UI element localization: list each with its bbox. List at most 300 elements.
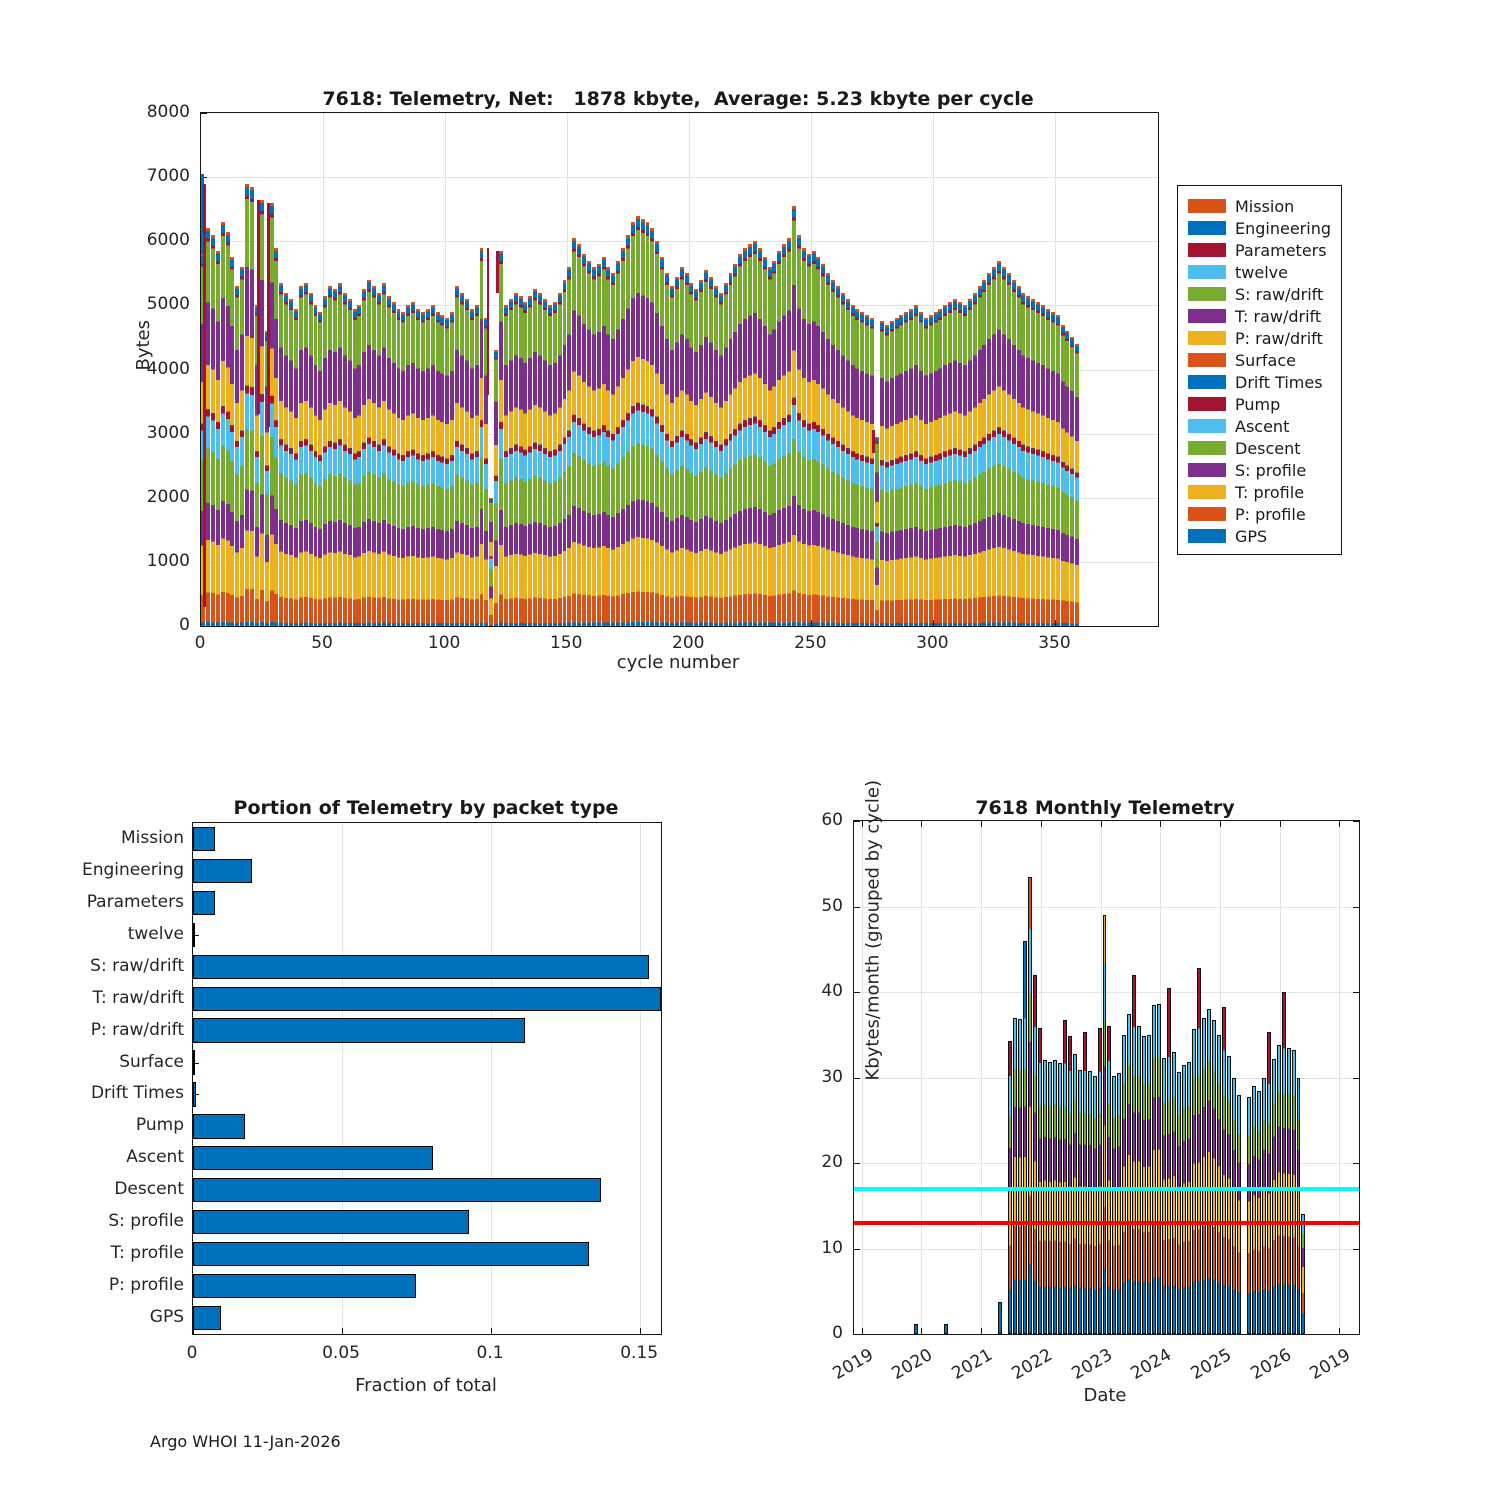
tick: [1101, 821, 1102, 827]
ytick-label: 3000: [146, 422, 190, 443]
xtick-label: 0.15: [620, 1343, 659, 1363]
xtick-label: 2019: [829, 1345, 877, 1384]
ytick-label: 0: [832, 1323, 843, 1343]
tick: [921, 1328, 922, 1334]
monthly-stacked-bar: [1058, 1063, 1062, 1334]
legend-swatch: [1188, 397, 1226, 411]
monthly-stacked-bar: [1093, 1076, 1097, 1334]
stacked-bar: [294, 309, 298, 626]
monthly-stacked-bar: [1063, 1020, 1067, 1334]
stacked-bar: [904, 312, 908, 626]
stacked-bar: [914, 305, 918, 626]
stacked-bar: [704, 270, 708, 626]
monthly-stacked-bar: [1207, 1009, 1211, 1334]
legend-row: [1188, 349, 1331, 371]
legend-row: [1188, 283, 1331, 305]
stacked-bar: [455, 286, 459, 626]
monthly-stacked-bar: [1122, 1035, 1126, 1334]
stacked-bar: [689, 283, 693, 626]
category-label: Mission: [120, 827, 184, 848]
xtick-label: 2024: [1127, 1345, 1176, 1384]
monthly-stacked-bar: [1272, 1059, 1276, 1334]
monthly-stacked-bar: [1247, 1097, 1251, 1334]
stacked-bar: [230, 257, 234, 626]
stacked-bar: [787, 238, 791, 626]
stacked-bar: [733, 264, 737, 626]
stacked-bar: [865, 315, 869, 626]
stacked-bar: [392, 302, 396, 626]
tick: [854, 1078, 860, 1079]
stacked-bar: [382, 283, 386, 626]
stacked-bar: [807, 254, 811, 626]
tick: [342, 1328, 343, 1334]
ytick-label: 1000: [146, 550, 190, 571]
legend-label: Drift Times: [1235, 372, 1323, 392]
portion-chart-xlabel: Fraction of total: [355, 1375, 497, 1396]
tick: [1353, 1078, 1359, 1079]
tick: [981, 1328, 982, 1334]
stacked-bar: [851, 305, 855, 626]
monthly-stacked-bar: [1107, 1026, 1111, 1334]
stacked-bar: [426, 309, 430, 626]
legend-swatch: [1188, 309, 1226, 323]
legend-row: [1188, 371, 1331, 393]
monthly-stacked-bar: [1292, 1050, 1296, 1334]
legend-swatch: [1188, 529, 1226, 543]
tick: [201, 626, 207, 627]
monthly-stacked-bar: [1083, 1032, 1087, 1334]
portion-bar: [193, 1306, 221, 1330]
portion-bar: [193, 1018, 525, 1042]
stacked-bar: [709, 277, 713, 626]
monthly-stacked-bar: [1217, 1035, 1221, 1334]
stacked-bar: [924, 318, 928, 626]
stacked-bar: [685, 273, 689, 626]
stacked-bar: [836, 286, 840, 626]
stacked-bar: [416, 309, 420, 626]
category-label: Descent: [114, 1179, 184, 1200]
stacked-bar: [724, 283, 728, 626]
stacked-bar: [621, 248, 625, 626]
stacked-bar: [797, 235, 801, 626]
stacked-bar: [328, 286, 332, 626]
tick: [921, 821, 922, 827]
stacked-bar: [333, 289, 337, 626]
spike-bar: [257, 200, 260, 415]
monthly-stacked-bar: [1028, 877, 1032, 1334]
ytick-label: 30: [821, 1066, 843, 1087]
monthly-stacked-bar: [1013, 1018, 1017, 1334]
category-label: T: profile: [110, 1243, 184, 1264]
stacked-bar: [440, 315, 444, 626]
stacked-bar: [445, 318, 449, 626]
stacked-bar: [309, 293, 313, 626]
xtick-label: 2020: [888, 1345, 937, 1384]
stacked-bar: [533, 289, 537, 626]
monthly-stacked-bar: [1043, 1060, 1047, 1334]
monthly-chart-ylabel: Kbytes/month (grouped by cycle): [862, 780, 884, 1081]
stacked-bar: [772, 261, 776, 627]
stacked-bar: [548, 305, 552, 626]
monthly-chart-xlabel: Date: [1083, 1385, 1127, 1406]
legend-swatch: [1188, 375, 1226, 389]
portion-bar: [193, 1274, 416, 1298]
stacked-bar: [1046, 309, 1050, 626]
portion-bar: [193, 1210, 469, 1234]
stacked-bar: [304, 283, 308, 626]
top-chart-ylabel: Bytes: [132, 319, 154, 371]
stacked-bar: [875, 437, 879, 626]
stacked-bar: [279, 283, 283, 626]
tick: [1353, 1163, 1359, 1164]
stacked-bar: [450, 312, 454, 626]
portion-chart-title: Portion of Telemetry by packet type: [233, 797, 619, 819]
tick: [981, 821, 982, 827]
portion-bar: [193, 1146, 433, 1170]
spike-bar: [496, 251, 499, 293]
stacked-bar: [929, 315, 933, 626]
xtick-label: 0: [186, 1343, 198, 1363]
xtick-label: 0: [194, 633, 206, 653]
stacked-bar: [1070, 337, 1074, 626]
stacked-bar: [1056, 315, 1060, 626]
stacked-bar: [260, 200, 264, 626]
stacked-bar: [777, 251, 781, 626]
stacked-bar: [641, 219, 645, 626]
monthly-stacked-bar: [1192, 1029, 1196, 1334]
spike-bar: [872, 430, 875, 452]
monthly-stacked-bar: [1103, 915, 1107, 1334]
stacked-bar: [987, 273, 991, 626]
ytick-label: 7000: [146, 166, 190, 187]
stacked-bar: [582, 254, 586, 626]
tick: [1353, 1334, 1359, 1335]
spike-bar: [487, 248, 490, 395]
legend-row: [1188, 239, 1331, 261]
stacked-bar: [1017, 286, 1021, 626]
stacked-bar: [250, 187, 254, 626]
category-label: P: profile: [108, 1275, 184, 1296]
monthly-stacked-bar: [1202, 1018, 1206, 1334]
monthly-stacked-bar: [1212, 1020, 1216, 1334]
stacked-bar: [890, 321, 894, 626]
stacked-bar: [523, 302, 527, 626]
monthly-stacked-bar: [1227, 1056, 1231, 1334]
ytick-label: 60: [821, 810, 843, 830]
category-label: Parameters: [86, 891, 184, 912]
legend-swatch: [1188, 441, 1226, 455]
stacked-bar: [519, 296, 523, 626]
monthly-stacked-bar: [1267, 1032, 1271, 1334]
stacked-bar: [655, 241, 659, 626]
stacked-bar: [475, 305, 479, 626]
stacked-bar: [538, 293, 542, 626]
monthly-stacked-bar: [1237, 1095, 1241, 1334]
telemetry-stacked-bar-chart: [200, 112, 1159, 627]
stacked-bar: [1026, 296, 1030, 626]
stacked-bar: [660, 257, 664, 626]
stacked-bar: [826, 273, 830, 626]
stacked-bar: [943, 305, 947, 626]
stacked-bar: [1051, 312, 1055, 626]
stacked-bar: [694, 289, 698, 626]
stacked-bar: [665, 273, 669, 626]
monthly-stacked-bar: [1023, 941, 1027, 1334]
stacked-bar: [841, 293, 845, 626]
stacked-bar: [338, 283, 342, 626]
stacked-bar: [1012, 280, 1016, 626]
reference-line: [854, 1187, 1359, 1191]
stacked-bar: [616, 261, 620, 627]
legend-swatch: [1188, 221, 1226, 235]
tick: [1353, 1249, 1359, 1250]
legend-label: S: raw/drift: [1235, 284, 1324, 304]
legend-swatch: [1188, 265, 1226, 279]
category-label: Surface: [119, 1051, 184, 1072]
reference-line: [854, 1221, 1359, 1225]
stacked-bar: [348, 299, 352, 626]
gridline: [201, 241, 1158, 242]
stacked-bar: [460, 293, 464, 626]
tick: [854, 1249, 860, 1250]
monthly-stacked-bar: [1301, 1214, 1305, 1334]
stacked-bar: [421, 312, 425, 626]
category-label: S: raw/drift: [90, 955, 184, 976]
stacked-bar: [855, 309, 859, 626]
monthly-stacked-bar: [1073, 1054, 1077, 1334]
monthly-stacked-bar: [1142, 1036, 1146, 1334]
xtick-label: 300: [916, 633, 949, 653]
legend-label: Surface: [1235, 350, 1296, 370]
stacked-bar: [748, 244, 752, 626]
stacked-bar: [1036, 302, 1040, 626]
stacked-bar: [738, 254, 742, 626]
tick: [1220, 821, 1221, 827]
tick: [1339, 821, 1340, 827]
legend-row: [1188, 327, 1331, 349]
legend-swatch: [1188, 331, 1226, 345]
category-label: T: raw/drift: [92, 987, 184, 1008]
category-label: Ascent: [126, 1147, 184, 1168]
xtick-label: 150: [549, 633, 583, 653]
legend-label: GPS: [1235, 526, 1268, 546]
xtick-label: 2026: [1247, 1345, 1295, 1384]
stacked-bar: [377, 293, 381, 626]
stacked-bar: [592, 267, 596, 626]
legend-row: [1188, 503, 1331, 525]
stacked-bar: [909, 309, 913, 626]
stacked-bar: [343, 293, 347, 626]
stacked-bar: [938, 309, 942, 626]
stacked-bar: [411, 302, 415, 626]
stacked-bar: [973, 293, 977, 626]
monthly-stacked-bar: [1167, 988, 1171, 1334]
xtick-label: 100: [427, 633, 461, 653]
legend-swatch: [1188, 463, 1226, 477]
legend-label: T: raw/drift: [1235, 306, 1322, 326]
stacked-bar: [636, 216, 640, 626]
stacked-bar: [211, 235, 215, 626]
stacked-bar: [899, 315, 903, 626]
stacked-bar: [631, 222, 635, 626]
monthly-stacked-bar: [1088, 1071, 1092, 1334]
stacked-bar: [357, 305, 361, 626]
portion-bar: [193, 859, 252, 883]
stacked-bar: [597, 264, 601, 626]
portion-bar: [193, 827, 215, 851]
stacked-bar: [499, 251, 503, 626]
portion-bar: [193, 1114, 245, 1138]
stacked-bar: [719, 293, 723, 626]
stacked-bar: [626, 235, 630, 626]
gridline: [1339, 821, 1340, 1334]
xtick-label: 0.1: [476, 1343, 504, 1363]
category-label: Engineering: [82, 859, 184, 880]
legend-row: [1188, 195, 1331, 217]
legend-swatch: [1188, 243, 1226, 257]
tick: [1280, 821, 1281, 827]
stacked-bar: [758, 248, 762, 626]
legend-row: [1188, 459, 1331, 481]
stacked-bar: [763, 257, 767, 626]
monthly-stacked-bar: [1053, 1060, 1057, 1334]
xtick-label: 50: [311, 633, 333, 653]
ytick-label: 8000: [146, 102, 190, 122]
stacked-bar: [289, 299, 293, 626]
stacked-bar: [670, 286, 674, 626]
tick: [640, 1328, 641, 1334]
xtick-label: 2021: [948, 1345, 997, 1384]
stacked-bar: [587, 261, 591, 627]
monthly-stacked-bar: [1157, 1004, 1161, 1334]
monthly-stacked-bar: [1127, 1014, 1131, 1334]
early-bar: [998, 1302, 1002, 1334]
tick: [1353, 992, 1359, 993]
xtick-label: 2023: [1068, 1345, 1116, 1384]
xtick-label: 2025: [1187, 1345, 1235, 1384]
stacked-bar: [1065, 331, 1069, 626]
legend-swatch: [1188, 507, 1226, 521]
stacked-bar: [1002, 267, 1006, 626]
portion-bar: [193, 1050, 195, 1074]
gridline: [640, 823, 641, 1334]
ytick-label: 4000: [146, 358, 190, 379]
legend-swatch: [1188, 287, 1226, 301]
legend-row: [1188, 393, 1331, 415]
stacked-bar: [1041, 305, 1045, 626]
stacked-bar: [1031, 299, 1035, 626]
category-label: GPS: [149, 1307, 184, 1328]
monthly-stacked-bar: [1152, 1005, 1156, 1334]
legend-swatch: [1188, 199, 1226, 213]
stacked-bar: [831, 280, 835, 626]
stacked-bar: [729, 273, 733, 626]
stacked-bar: [606, 267, 610, 626]
monthly-stacked-bar: [1177, 1072, 1181, 1334]
stacked-bar: [401, 312, 405, 626]
stacked-bar: [699, 280, 703, 626]
stacked-bar: [240, 267, 244, 626]
portion-horizontal-bar-chart: [192, 822, 662, 1335]
stacked-bar: [885, 325, 889, 626]
stacked-bar: [792, 206, 796, 626]
stacked-bar: [953, 299, 957, 626]
monthly-stacked-bar: [1048, 1062, 1052, 1334]
monthly-stacked-bar: [1187, 1062, 1191, 1334]
ytick-label: 50: [821, 895, 843, 916]
monthly-stacked-bar: [1112, 1076, 1116, 1334]
tick: [854, 1334, 860, 1335]
stacked-bar: [270, 203, 274, 626]
top-chart-title: 7618: Telemetry, Net: 1878 kbyte, Average: 5.23 kbyte per cycle: [322, 88, 1034, 110]
stacked-bar: [480, 248, 484, 626]
stacked-bar: [489, 498, 493, 626]
legend-label: Pump: [1235, 394, 1281, 414]
category-label: S: profile: [108, 1211, 184, 1232]
monthly-stacked-bar: [1132, 975, 1136, 1334]
category-label: twelve: [127, 923, 184, 944]
legend-label: Engineering: [1235, 218, 1331, 238]
xtick-label: 200: [672, 633, 705, 653]
stacked-bar: [978, 286, 982, 626]
monthly-stacked-bar: [1222, 1007, 1226, 1334]
stacked-bar: [299, 286, 303, 626]
ytick-label: 5000: [146, 294, 190, 315]
legend-row: [1188, 261, 1331, 283]
stacked-bar: [235, 286, 239, 626]
stacked-bar: [558, 293, 562, 626]
monthly-stacked-bar-chart: [853, 820, 1360, 1335]
xtick-label: 2019: [1306, 1345, 1355, 1384]
stacked-bar: [577, 244, 581, 626]
stacked-bar: [802, 248, 806, 626]
legend-label: P: profile: [1235, 504, 1306, 524]
stacked-bar: [982, 280, 986, 626]
monthly-stacked-bar: [1282, 992, 1286, 1334]
stacked-bar: [997, 261, 1001, 627]
tick: [1353, 821, 1359, 822]
gridline: [921, 821, 922, 1334]
ytick-label: 10: [821, 1237, 843, 1258]
legend-row: [1188, 481, 1331, 503]
monthly-stacked-bar: [1117, 1073, 1121, 1334]
stacked-bar: [274, 248, 278, 626]
legend-swatch: [1188, 353, 1226, 367]
monthly-stacked-bar: [1197, 968, 1201, 1334]
stacked-bar: [465, 299, 469, 626]
early-bar: [914, 1324, 918, 1334]
stacked-bar: [504, 305, 508, 626]
stacked-bar: [314, 305, 318, 626]
stacked-bar: [431, 305, 435, 626]
stacked-bar: [528, 296, 532, 626]
monthly-stacked-bar: [1078, 1070, 1082, 1334]
monthly-stacked-bar: [1033, 975, 1037, 1334]
stacked-bar: [553, 302, 557, 626]
stacked-bar: [895, 318, 899, 626]
portion-bar: [193, 891, 215, 915]
stacked-bar: [206, 228, 210, 626]
monthly-stacked-bar: [1147, 1035, 1151, 1334]
ytick-label: 20: [821, 1152, 843, 1172]
stacked-bar: [572, 238, 576, 626]
legend-row: [1188, 525, 1331, 547]
legend-swatch: [1188, 485, 1226, 499]
monthly-stacked-bar: [1182, 1065, 1186, 1334]
early-bar: [944, 1324, 948, 1334]
monthly-stacked-bar: [1252, 1086, 1256, 1334]
monthly-stacked-bar: [1038, 1028, 1042, 1334]
